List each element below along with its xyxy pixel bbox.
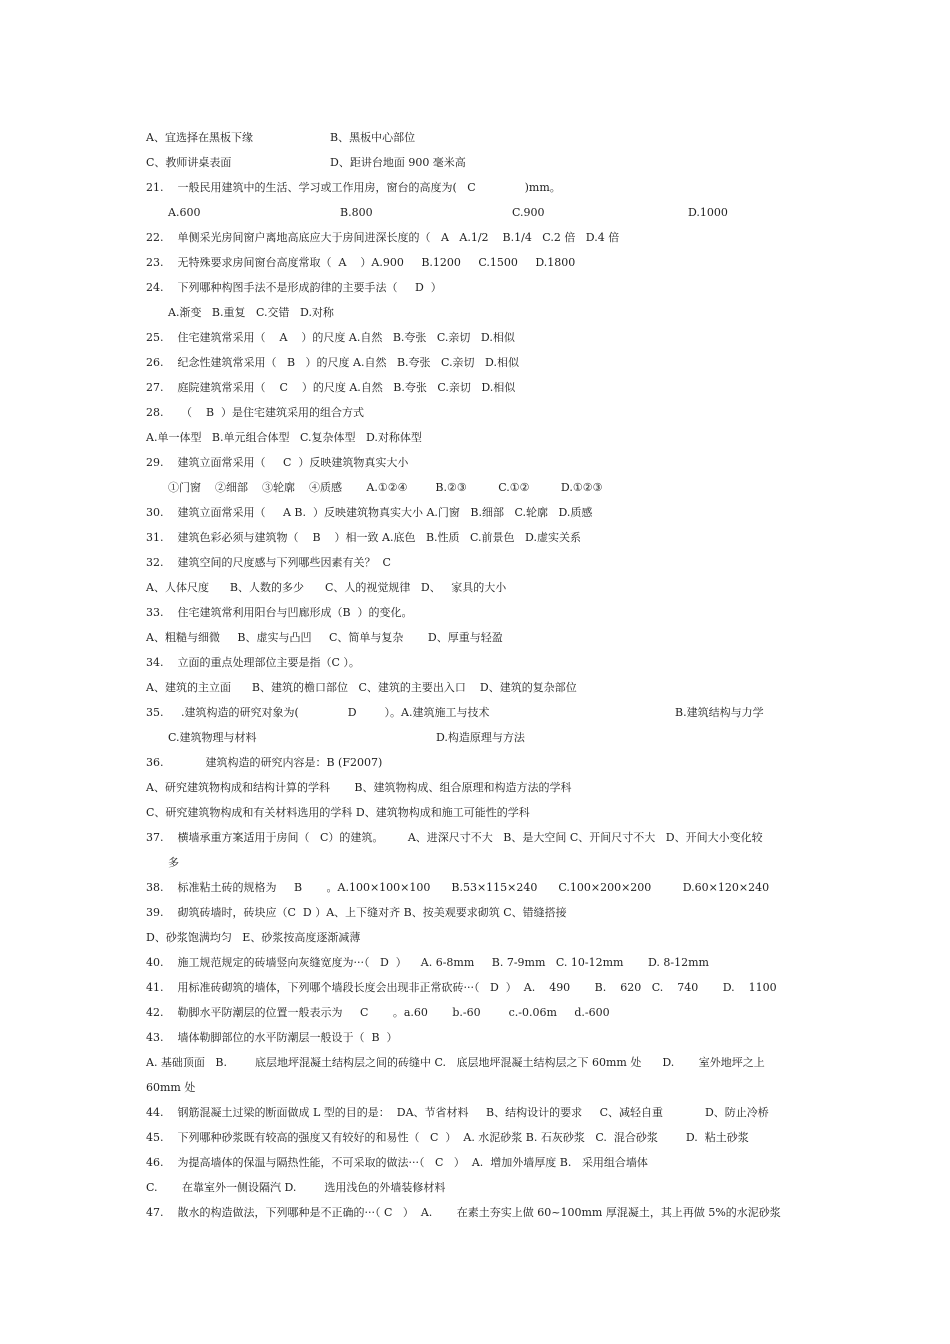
text-line: [0, 1105, 950, 1121]
text-line: [0, 205, 950, 221]
text-line: [0, 505, 950, 521]
text-line: [0, 155, 950, 171]
text-line: [0, 655, 950, 671]
text-line: [0, 1005, 950, 1021]
text-line: [0, 855, 950, 871]
text-segment: 30. 建筑立面常采用（ A B. ）反映建筑物真实大小 A.门窗 B.细部 C.轮廓 D.质感: [146, 506, 593, 519]
text-line: [0, 630, 950, 646]
text-line: [0, 555, 950, 571]
text-segment: 27. 庭院建筑常采用（ C ）的尺度 A.自然 B.夸张 C.亲切 D.相似: [146, 381, 516, 394]
text-segment: D.1000: [688, 206, 728, 219]
text-line: [0, 280, 950, 296]
text-line: [0, 580, 950, 596]
text-line: [0, 1180, 950, 1196]
text-segment: 26. 纪念性建筑常采用（ B ）的尺度 A.自然 B.夸张 C.亲切 D.相似: [146, 356, 519, 369]
text-line: [0, 255, 950, 271]
text-line: [0, 1080, 950, 1096]
text-segment: 60mm 处: [146, 1081, 196, 1094]
text-line: [0, 330, 950, 346]
text-segment: C.建筑物理与材料: [168, 731, 257, 744]
text-segment: A.600: [168, 206, 201, 219]
text-segment: 47. 散水的构造做法，下列哪种是不正确的···（ C ） A. 在素土夯实上做 60~100mm 厚混凝土，其上再做 5%的水泥砂浆: [146, 1206, 781, 1219]
text-segment: 23. 无特殊要求房间窗台高度常取（ A ）A.900 B.1200 C.1500 D.1800: [146, 256, 576, 269]
text-line: [0, 905, 950, 921]
text-segment: C、教师讲桌表面: [146, 156, 232, 169]
text-line: [0, 705, 950, 721]
text-line: [0, 1205, 950, 1221]
text-line: [0, 930, 950, 946]
text-line: [0, 230, 950, 246]
text-line: [0, 980, 950, 996]
text-segment: A、建筑的主立面 B、建筑的檐口部位 C、建筑的主要出入口 D、建筑的复杂部位: [146, 681, 577, 694]
text-line: [0, 605, 950, 621]
text-line: [0, 1055, 950, 1071]
text-segment: 33. 住宅建筑常利用阳台与凹廊形成（B ）的变化。: [146, 606, 413, 619]
text-line: [0, 1030, 950, 1046]
text-segment: 21. 一般民用建筑中的生活、学习或工作用房，窗台的高度为( C )mm。: [146, 181, 561, 194]
text-line: [0, 680, 950, 696]
text-segment: C.900: [512, 206, 545, 219]
text-segment: ①门窗 ②细部 ③轮廓 ④质感 A.①②④ B.②③ C.①② D.①②③: [168, 481, 603, 494]
text-line: [0, 305, 950, 321]
text-segment: 32. 建筑空间的尺度感与下列哪些因素有关？ C: [146, 556, 391, 569]
text-line: [0, 955, 950, 971]
text-segment: A. 基础顶面 B. 底层地坪混凝土结构层之间的砖缝中 C. 底层地坪混凝土结构层之下 60mm 处 D. 室外地坪之上: [146, 1056, 765, 1069]
text-segment: A、粗糙与细微 B、虚实与凸凹 C、简单与复杂 D、厚重与轻盈: [146, 631, 503, 644]
text-segment: B、黑板中心部位: [330, 131, 416, 144]
text-segment: 40. 施工规范规定的砖墙竖向灰缝宽度为···（ D ） A. 6-8mm B. 7-9mm C. 10-12mm D. 8-12mm: [146, 956, 709, 969]
text-line: [0, 180, 950, 196]
text-segment: A.单一体型 B.单元组合体型 C.复杂体型 D.对称体型: [146, 431, 422, 444]
text-segment: 43. 墙体勒脚部位的水平防潮层一般设于（ B ）: [146, 1031, 398, 1044]
text-segment: A、人体尺度 B、人数的多少 C、人的视觉规律 D、 家具的大小: [146, 581, 507, 594]
text-segment: A.渐变 B.重复 C.交错 D.对称: [168, 306, 334, 319]
text-segment: 45. 下列哪种砂浆既有较高的强度又有较好的和易性（ C ） A. 水泥砂浆 B. 石灰砂浆 C. 混合砂浆 D. 粘土砂浆: [146, 1131, 749, 1144]
text-segment: 25. 住宅建筑常采用（ A ）的尺度 A.自然 B.夸张 C.亲切 D.相似: [146, 331, 515, 344]
text-line: [0, 530, 950, 546]
text-line: [0, 130, 950, 146]
text-line: [0, 805, 950, 821]
text-segment: 多: [168, 856, 179, 869]
text-segment: A、研究建筑物构成和结构计算的学科 B、建筑物构成、组合原理和构造方法的学科: [146, 781, 572, 794]
text-line: [0, 1155, 950, 1171]
text-segment: C、研究建筑物构成和有关材料选用的学科 D、建筑物构成和施工可能性的学科: [146, 806, 530, 819]
text-line: [0, 405, 950, 421]
text-line: [0, 480, 950, 496]
text-segment: A、宜选择在黑板下缘: [146, 131, 253, 144]
text-line: [0, 355, 950, 371]
text-segment: C. 在靠室外一侧设隔汽 D. 选用浅色的外墙装修材料: [146, 1181, 446, 1194]
text-line: [0, 755, 950, 771]
text-line: [0, 730, 950, 746]
text-segment: 34. 立面的重点处理部位主要是指（C ）。: [146, 656, 360, 669]
text-segment: B.800: [340, 206, 373, 219]
text-line: [0, 380, 950, 396]
text-segment: 42. 勒脚水平防潮层的位置一般表示为 C 。a.60 b.-60 c.-0.06m d.-600: [146, 1006, 610, 1019]
text-segment: 31. 建筑色彩必须与建筑物（ B ）相一致 A.底色 B.性质 C.前景色 D.虚实关系: [146, 531, 581, 544]
text-segment: 35. .建筑构造的研究对象为( D ）。A.建筑施工与技术: [146, 706, 490, 719]
text-segment: 36. 建筑构造的研究内容是：B (F2007): [146, 756, 383, 769]
text-segment: 22. 单侧采光房间窗户离地高底应大于房间进深长度的（ A A.1/2 B.1/4 C.2 倍 D.4 倍: [146, 231, 620, 244]
text-segment: 37. 横墙承重方案适用于房间（ C）的建筑。 A、进深尺寸不大 B、是大空间 C、开间尺寸不大 D、开间大小变化较: [146, 831, 763, 844]
text-line: [0, 455, 950, 471]
text-line: [0, 430, 950, 446]
text-line: [0, 780, 950, 796]
text-segment: 39. 砌筑砖墙时，砖块应（C D ）A、上下缝对齐 B、按美观要求砌筑 C、错缝搭接: [146, 906, 567, 919]
text-segment: B.建筑结构与力学: [675, 706, 764, 719]
text-segment: D.构造原理与方法: [436, 731, 525, 744]
text-segment: 44. 钢筋混凝土过梁的断面做成 L 型的目的是： DA、节省材料 B、结构设计的要求 C、减轻自重 D、防止冷桥: [146, 1106, 769, 1119]
text-segment: 46. 为提高墙体的保温与隔热性能，不可采取的做法···（ C ） A. 增加外墙厚度 B. 采用组合墙体: [146, 1156, 648, 1169]
text-segment: 24. 下列哪种构图手法不是形成韵律的主要手法（ D ）: [146, 281, 442, 294]
text-line: [0, 880, 950, 896]
text-segment: D、距讲台地面 900 毫米高: [330, 156, 466, 169]
text-line: [0, 1130, 950, 1146]
text-segment: 29. 建筑立面常采用（ C ）反映建筑物真实大小: [146, 456, 409, 469]
text-segment: D、砂浆饱满均匀 E、砂浆按高度逐渐减薄: [146, 931, 361, 944]
text-segment: 41. 用标准砖砌筑的墙体，下列哪个墙段长度会出现非正常砍砖···（ D ） A. 490 B. 620 C. 740 D. 1100: [146, 981, 777, 994]
text-segment: 28. （ B ）是住宅建筑采用的组合方式: [146, 406, 365, 419]
text-segment: 38. 标准粘土砖的规格为 B 。A.100×100×100 B.53×115×240 C.100×200×200 D.60×120×240: [146, 881, 770, 894]
text-line: [0, 830, 950, 846]
